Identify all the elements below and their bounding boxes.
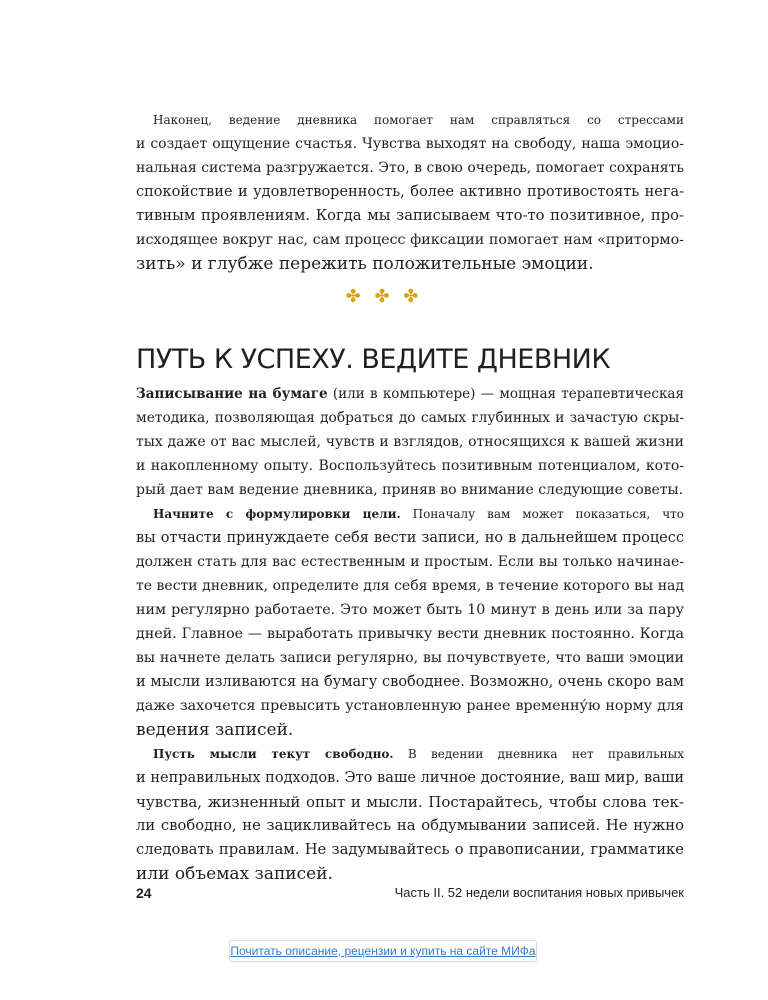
text-line: вы начнете делать записи регулярно, вы почувствуете, что ваши эмоции: [136, 650, 684, 666]
text-line: чувства, жизненный опыт и мысли. Постарайтесь, чтобы слова тек-: [136, 793, 684, 811]
text-line: те вести дневник, определите для себя время, в течение которого вы над: [136, 578, 684, 594]
bold-lead: Пусть мысли текут свободно.: [153, 747, 394, 761]
text-line: или объемах записей.: [136, 864, 333, 884]
bold-lead: Начните с формулировки цели.: [153, 507, 401, 521]
text-line: спокойствие и удовлетворенность, более активно противостоять нега-: [136, 184, 684, 200]
text-line: Наконец, ведение дневника помогает нам справляться со стрессами: [153, 113, 684, 127]
text-line: нальная система разгружается. Это, в свою очередь, помогает сохранять: [136, 160, 684, 176]
text-line: тых даже от вас мыслей, чувств и взглядов, относящихся к вашей жизни: [136, 434, 684, 450]
paragraph-set-goal: [136, 502, 684, 742]
paragraph-writing-on-paper: [136, 382, 684, 502]
text-line: методика, позволяющая добраться до самых глубинных и зачастую скры-: [136, 410, 684, 426]
text-line: и мысли изливаются на бумагу свободнее. Возможно, очень скоро вам: [136, 674, 684, 690]
buy-book-link[interactable]: Почитать описание, рецензии и купить на сайте МИФа: [229, 940, 537, 962]
bold-lead: Записывание на бумаге: [136, 386, 328, 402]
text-line: ним регулярно работаете. Это может быть 10 минут в день или за пару: [136, 602, 684, 618]
running-head: Часть II. 52 недели воспитания новых привычек: [394, 885, 684, 900]
text-line: и неправильных подходов. Это ваше личное достояние, ваш мир, ваши: [136, 770, 684, 786]
paragraph-free-flow: [136, 742, 684, 886]
text-line: зить» и глубже пережить положительные эмоции.: [136, 254, 594, 274]
text-line: следовать правилам. Не задумывайтесь о правописании, грамматике: [136, 841, 684, 858]
page-number: 24: [136, 885, 152, 901]
text-line: ведения записей.: [136, 720, 294, 740]
section-heading: ПУТЬ К УСПЕХУ. ВЕДИТЕ ДНЕВНИК: [136, 344, 611, 375]
text-line: и создает ощущение счастья. Чувства выходят на свободу, наша эмоцио-: [136, 136, 684, 152]
text-line: Пусть мысли текут свободно. В ведении дневника нет правильных: [153, 747, 684, 761]
text-line: дней. Главное — выработать привычку вести дневник постоянно. Когда: [136, 626, 684, 642]
text-line: Записывание на бумаге (или в компьютере) — мощная терапевтическая: [136, 386, 684, 402]
text-line: рый дает вам ведение дневника, приняв во внимание следующие советы.: [136, 482, 684, 498]
text-line: исходящее вокруг нас, сам процесс фиксации помогает нам «притормо-: [136, 232, 684, 248]
text-line: должен стать для вас естественным и простым. Если вы только начинае-: [136, 554, 684, 570]
paragraph-stress-relief: [136, 108, 684, 276]
section-body: [136, 382, 684, 886]
text-line: и накопленному опыту. Воспользуйтесь позитивным потенциалом, кото-: [136, 458, 684, 474]
text-line: даже захочется превысить установленную ранее временну́ю норму для: [136, 698, 684, 714]
section-divider-ornament: ✤ ✤ ✤: [345, 286, 423, 307]
text-line: ли свободно, не зацикливайтесь на обдумывании записей. Не нужно: [136, 817, 684, 834]
text-line: вы отчасти принуждаете себя вести записи, но в дальнейшем процесс: [136, 530, 684, 546]
text-line: Начните с формулировки цели. Поначалу вам может показаться, что: [153, 507, 685, 521]
text-line: тивным проявлениям. Когда мы записываем что-то позитивное, про-: [136, 207, 684, 224]
